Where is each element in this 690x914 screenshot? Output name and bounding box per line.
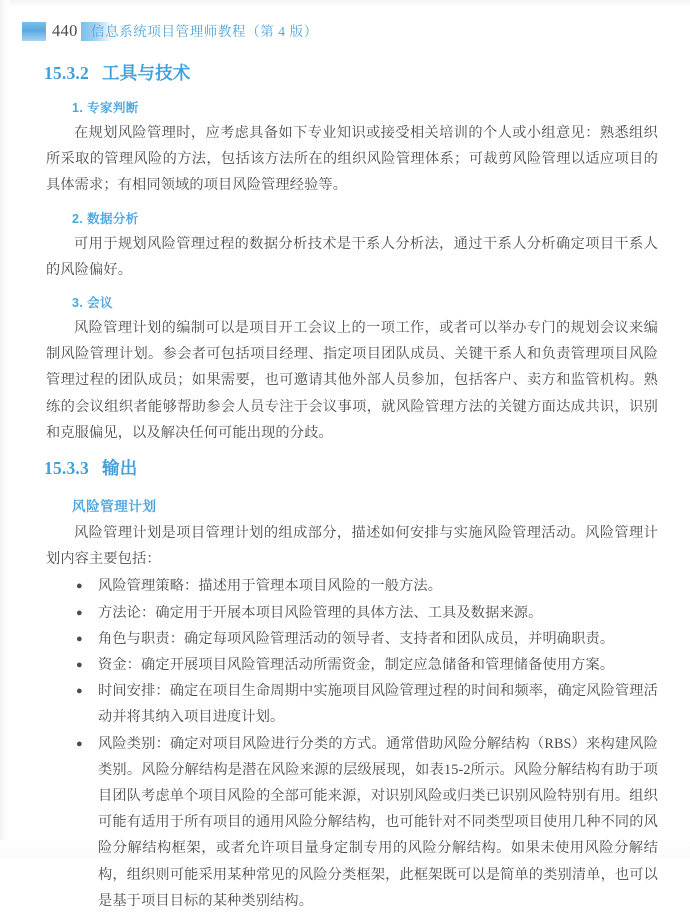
page-number: 440 bbox=[52, 21, 78, 40]
paragraph-expert-judgment: 在规划风险管理时，应考虑具备如下专业知识或接受相关培训的个人或小组意见：熟悉组织所采取的管理风险的方法，包括该方法所在的组织风险管理体系；可裁剪风险管理以适应项目的具体需求；有相同领域的项目风险管理经验等。 bbox=[46, 125, 658, 194]
list-item-text: 方法论：确定用于开展本项目风险管理的具体方法、工具及数据来源。 bbox=[98, 604, 543, 621]
book-title: 信息系统项目管理师教程（第 4 版） bbox=[91, 24, 318, 39]
list-item-text: 角色与职责：确定每项风险管理活动的领导者、支持者和团队成员，并明确职责。 bbox=[98, 630, 615, 647]
section-number: 15.3.2 bbox=[44, 63, 89, 83]
list-item-text: 资金：确定开展项目风险管理活动所需资金，制定应急储备和管理储备使用方案。 bbox=[98, 657, 615, 674]
list-item bbox=[0, 573, 690, 599]
paragraph-meetings: 风险管理计划的编制可以是项目开工会议上的一项工作，或者可以举办专门的规划会议来编制风险管理计划。参会者可包括项目经理、指定项目团队成员、关键干系人和负责管理项目风险管理过程的团队成员；如果需要，也可邀请其他外部人员参加，包括客户、卖方和监管机构。熟练的会议组织者能够帮助参会人员专注于会议事项，就风险管理方法的关键方面达成共识，识别和克服偏见，以及解决任何可能出现的分歧。 bbox=[46, 320, 658, 441]
risk-plan-content-list bbox=[0, 573, 690, 914]
list-item-text: 时间安排：确定在项目生命周期中实施项目风险管理过程的时间和频率，确定风险管理活动并将其纳入项目进度计划。 bbox=[98, 683, 658, 726]
section-heading-outputs bbox=[0, 447, 690, 484]
list-item-text: 风险类别：确定对项目风险进行分类的方式。通常借助风险分解结构（RBS）来构建风险类别。风险分解结构是潜在风险来源的层级展现，如表15-2所示。风险分解结构有助于项目团队考虑单个项目风险的全部可能来源，对识别风险或归类已识别风险特别有用。组织可能有适用于所有项目的通用风险分解结构，也可能针对不同类型项目使用几种不同的风险分解结构框架，或者允许项目量身定制专用的风险分解结构。如果未使用风险分解结构，组织则可能采用某种常见的风险分类框架，此框架既可以是简单的类别清单，也可以是基于项目目标的某种类别结构。 bbox=[98, 735, 658, 909]
bullet-dot-icon: ● bbox=[76, 606, 83, 619]
list-item bbox=[0, 731, 690, 914]
paragraph-data-analysis: 可用于规划风险管理过程的数据分析技术是干系人分析法，通过干系人分析确定项目干系人的风险偏好。 bbox=[46, 235, 658, 278]
section-number: 15.3.3 bbox=[44, 458, 89, 479]
header-decoration-block-left bbox=[22, 22, 46, 41]
section-heading-tools-and-techniques bbox=[0, 52, 690, 89]
page-content bbox=[0, 52, 690, 914]
list-item bbox=[0, 652, 690, 678]
list-item bbox=[0, 600, 690, 626]
bullet-dot-icon: ● bbox=[76, 632, 83, 645]
section-title: 工具与技术 bbox=[102, 63, 191, 83]
subheading-expert-judgment: 1. 专家判断 bbox=[72, 101, 139, 115]
subheading-risk-management-plan: 风险管理计划 bbox=[72, 499, 157, 515]
subheading-data-analysis: 2. 数据分析 bbox=[72, 211, 139, 226]
running-header bbox=[0, 18, 690, 48]
bullet-dot-icon: ● bbox=[76, 659, 83, 672]
section-title: 输出 bbox=[102, 458, 138, 479]
list-item-text: 风险管理策略：描述用于管理本项目风险的一般方法。 bbox=[98, 578, 443, 595]
bullet-dot-icon: ● bbox=[76, 580, 83, 593]
subheading-meetings: 3. 会议 bbox=[72, 296, 113, 311]
bullet-dot-icon: ● bbox=[76, 737, 83, 750]
list-item bbox=[0, 678, 690, 730]
bullet-dot-icon: ● bbox=[76, 685, 83, 698]
list-item bbox=[0, 626, 690, 652]
page-edge-top-shadow bbox=[0, 0, 690, 7]
paragraph-risk-plan-intro: 风险管理计划是项目管理计划的组成部分，描述如何安排与实施风险管理活动。风险管理计划内容主要包括： bbox=[46, 525, 658, 568]
